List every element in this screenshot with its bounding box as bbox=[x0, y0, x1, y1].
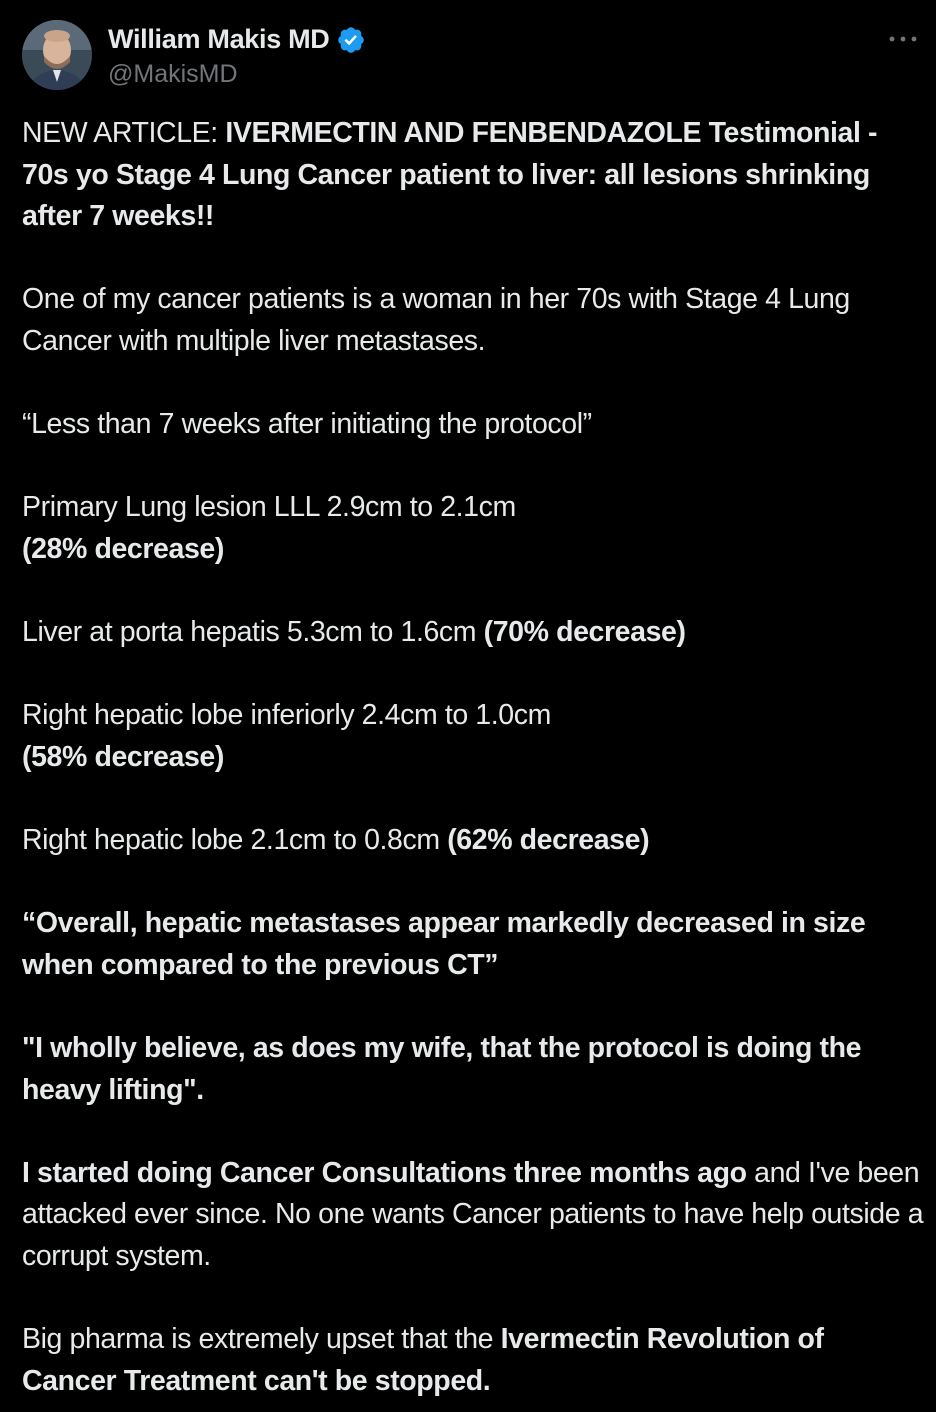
tweet-paragraph: One of my cancer patients is a woman in her 70s with Stage 4 Lung Cancer with multiple liver metastases. bbox=[22, 283, 850, 357]
author-handle[interactable]: @MakisMD bbox=[108, 60, 238, 88]
text-segment-bold: IVERMECTIN AND FENBENDAZOLE Testimonial - 70s yo Stage 4 Lung Cancer patient to liver: all lesions shrinking after 7 weeks!! bbox=[22, 117, 878, 233]
avatar[interactable] bbox=[22, 20, 92, 90]
text-segment-bold: (70% decrease) bbox=[483, 616, 686, 649]
text-segment-bold: (58% decrease) bbox=[22, 740, 224, 773]
text-segment: and I've been attacked ever since. No one wants Cancer patients to have help outside a corrupt system. bbox=[22, 1156, 924, 1273]
tweet-paragraph bbox=[22, 487, 924, 570]
text-segment-bold: I started doing Cancer Consultations three months ago bbox=[22, 1156, 747, 1189]
tweet-paragraph bbox=[22, 1028, 924, 1111]
tweet-paragraph bbox=[22, 612, 924, 654]
avatar-photo bbox=[22, 20, 92, 90]
verified-badge-icon bbox=[336, 25, 366, 55]
tweet-header bbox=[22, 20, 918, 90]
tweet-paragraph bbox=[22, 1319, 924, 1402]
more-horizontal-icon[interactable] bbox=[888, 30, 918, 48]
text-segment: Right hepatic lobe inferiorly 2.4cm to 1.0cm bbox=[22, 699, 551, 732]
text-segment: Primary Lung lesion LLL 2.9cm to 2.1cm bbox=[22, 491, 516, 524]
tweet-text bbox=[22, 113, 924, 1402]
text-segment-bold: "I wholly believe, as does my wife, that the protocol is doing the heavy lifting". bbox=[22, 1032, 862, 1106]
tweet-paragraph bbox=[22, 820, 924, 862]
tweet-paragraph bbox=[22, 113, 924, 238]
text-segment: NEW ARTICLE: bbox=[22, 117, 226, 149]
text-segment-bold: “Overall, hepatic metastases appear markedly decreased in size when compared to the previous CT” bbox=[22, 907, 866, 981]
text-segment: Liver at porta hepatis 5.3cm to 1.6cm bbox=[22, 616, 484, 649]
text-segment-bold: (62% decrease) bbox=[447, 824, 650, 857]
text-segment-bold: (28% decrease) bbox=[22, 532, 224, 565]
tweet-paragraph: “Less than 7 weeks after initiating the protocol” bbox=[22, 408, 592, 441]
tweet-paragraph bbox=[22, 1153, 924, 1278]
text-segment-bold: Ivermectin Revolution of Cancer Treatment can't be stopped. bbox=[22, 1323, 824, 1397]
tweet-paragraph bbox=[22, 903, 924, 986]
author-name-row bbox=[108, 24, 366, 55]
text-segment: Big pharma is extremely upset that the bbox=[22, 1323, 501, 1356]
tweet-paragraph bbox=[22, 695, 924, 778]
author-display-name[interactable]: William Makis MD bbox=[108, 24, 330, 54]
text-segment: Right hepatic lobe 2.1cm to 0.8cm bbox=[22, 824, 448, 857]
